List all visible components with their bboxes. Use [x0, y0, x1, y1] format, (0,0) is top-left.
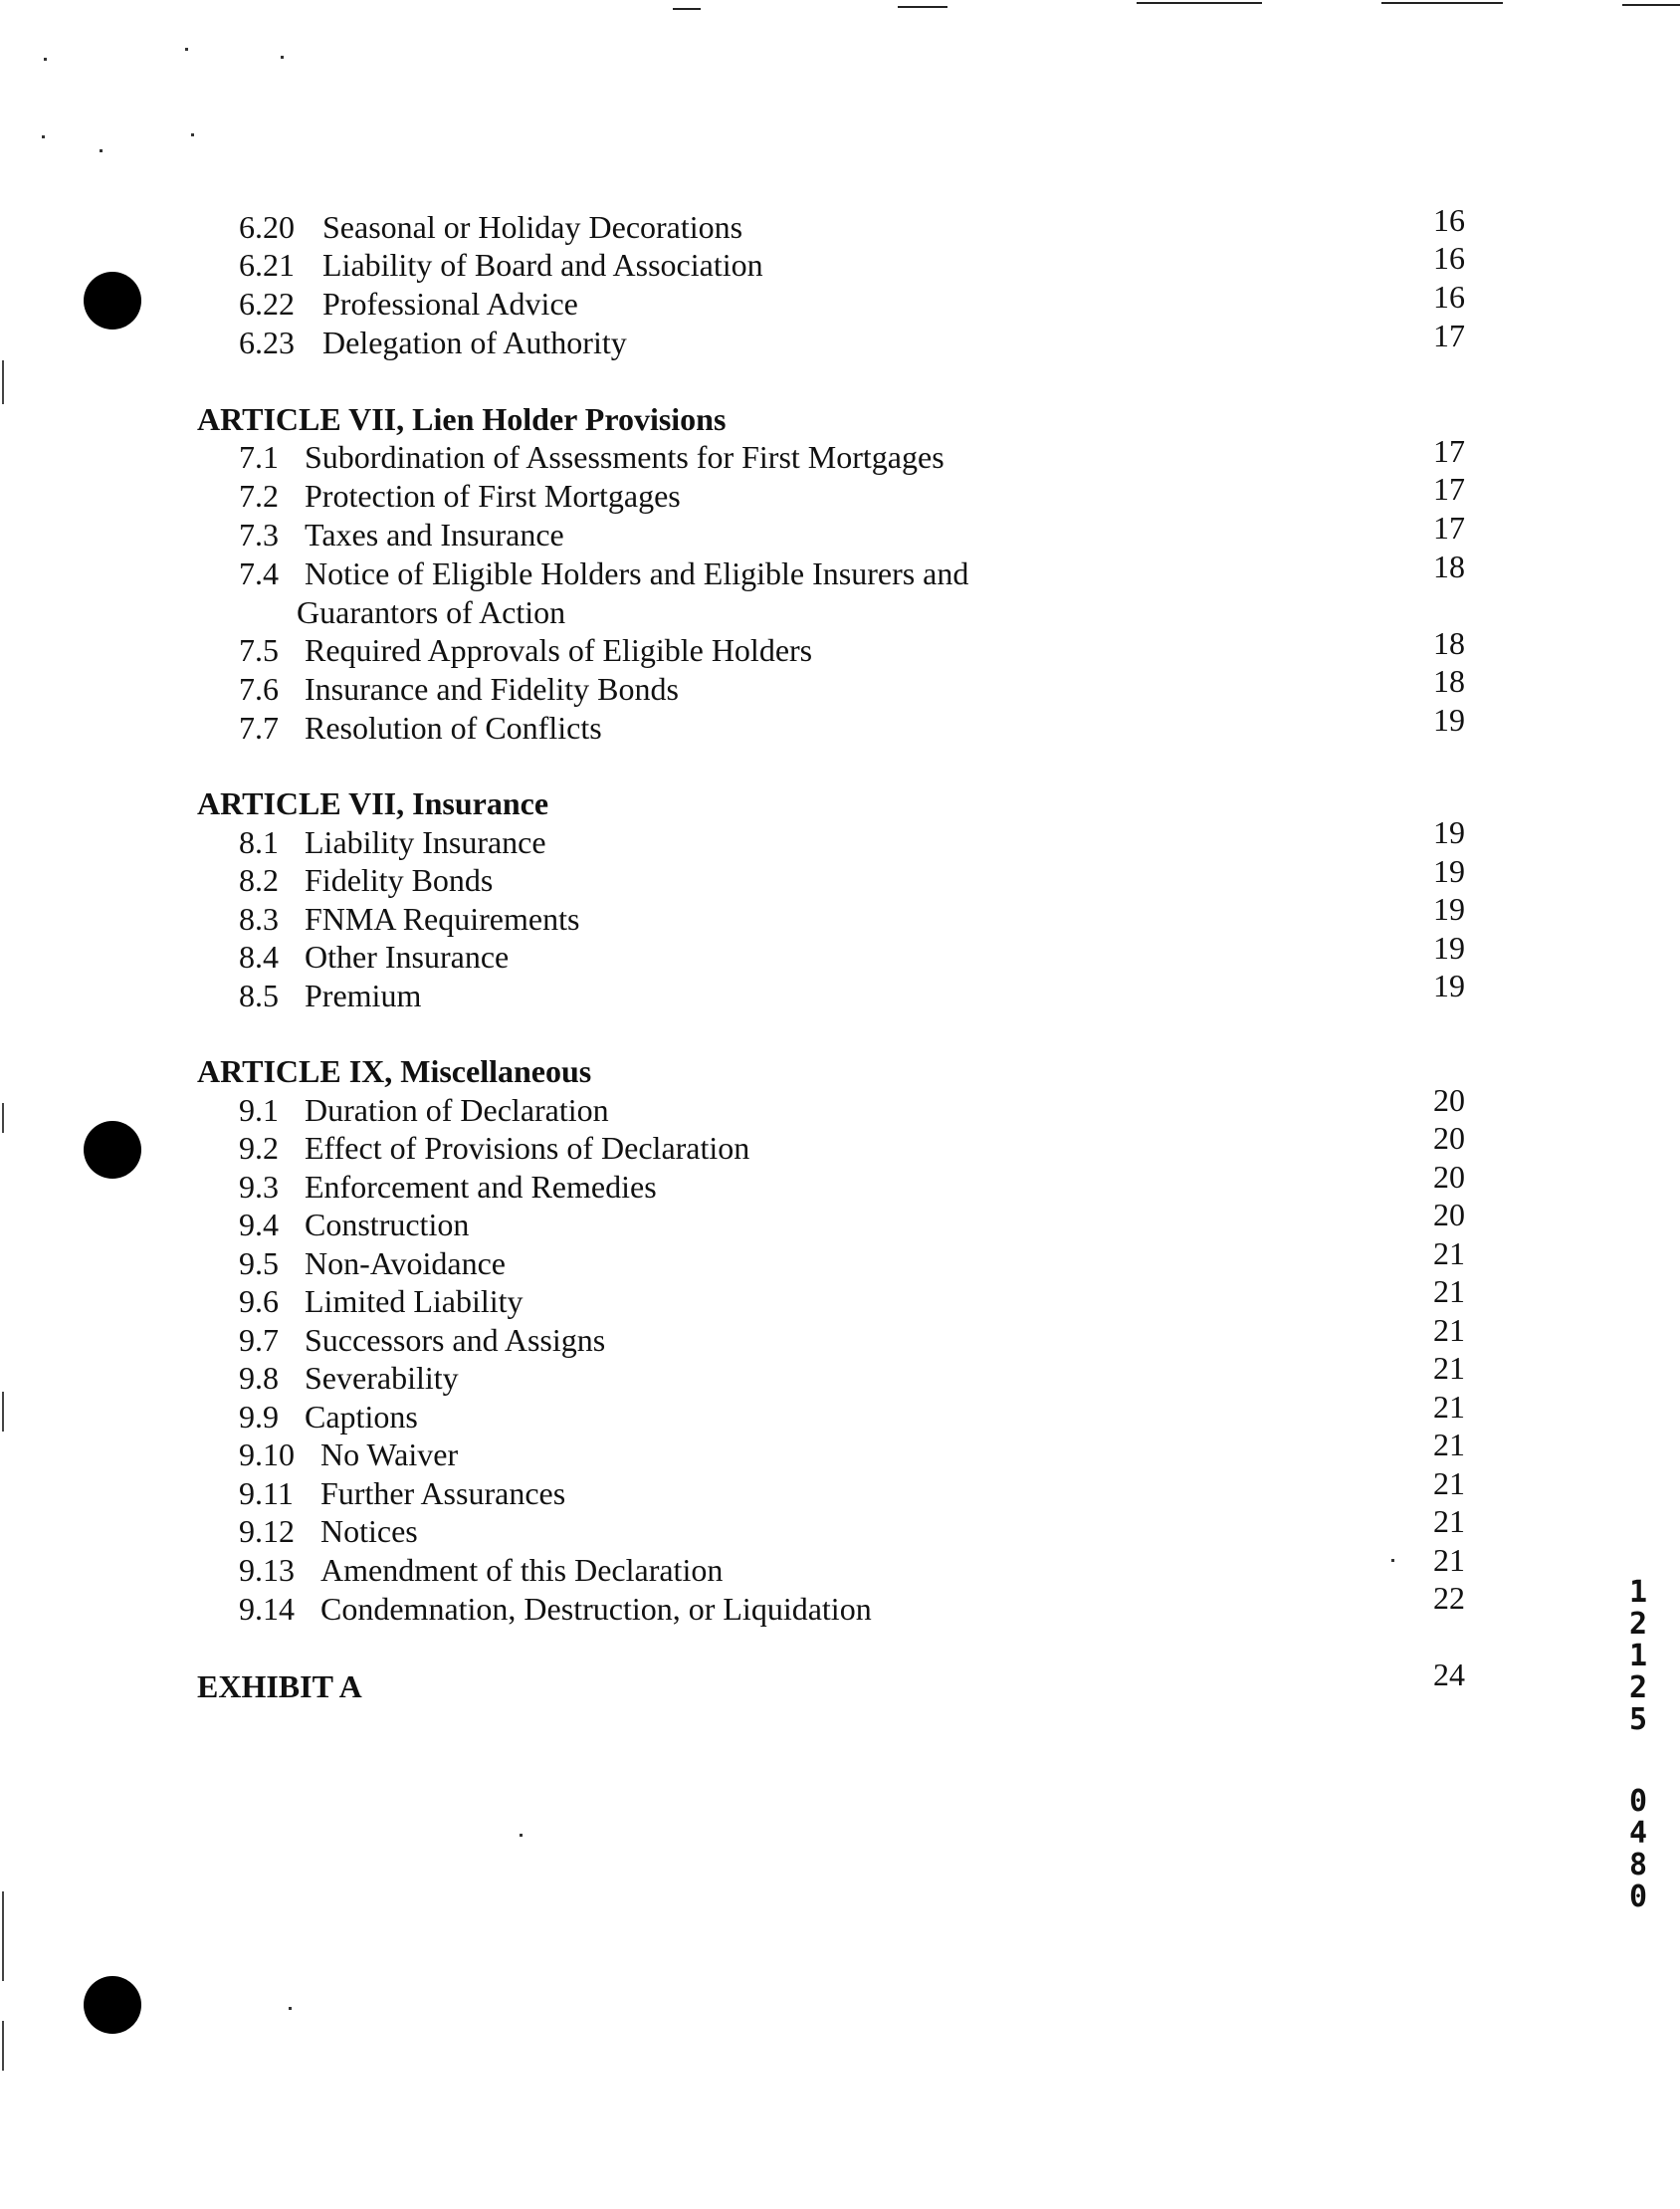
toc-entry-title: Guarantors of Action [297, 594, 566, 630]
toc-entry-number: 7.7 [239, 710, 279, 746]
toc-entry-number: 9.6 [239, 1283, 279, 1319]
toc-page-number: 21 [1433, 1312, 1465, 1348]
toc-entry [239, 208, 742, 246]
toc-entry-title: Notice of Eligible Holders and Eligible Insurers and [305, 555, 969, 591]
toc-entry [239, 1282, 524, 1320]
toc-entry-title: Insurance and Fidelity Bonds [305, 671, 679, 707]
stamp-digit: 1 [1628, 1575, 1648, 1610]
toc-page-number: 18 [1433, 549, 1465, 584]
toc-entry-title: Construction [305, 1207, 470, 1242]
scan-artifact [1137, 2, 1262, 4]
toc-page-number: 20 [1433, 1159, 1465, 1195]
scan-artifact [673, 8, 701, 10]
toc-page-number: 19 [1433, 853, 1465, 889]
stamp-digit: 0 [1628, 1784, 1648, 1819]
toc-page-number: 22 [1433, 1580, 1465, 1616]
toc-page-number: 16 [1433, 240, 1465, 276]
scan-artifact [1622, 4, 1680, 6]
toc-entry [239, 438, 945, 476]
toc-entry-number: 6.22 [239, 286, 295, 322]
toc-page-number: 21 [1433, 1273, 1465, 1309]
toc-entry-title: Liability of Board and Association [322, 247, 763, 283]
toc-page-number: 19 [1433, 891, 1465, 927]
toc-entry [239, 1398, 418, 1436]
toc-entry-number: 6.23 [239, 325, 295, 360]
scan-artifact [1381, 2, 1503, 4]
toc-entry [239, 900, 579, 938]
toc-entry-number: 9.9 [239, 1399, 279, 1435]
scan-speck [44, 58, 47, 61]
toc-page-number: 21 [1433, 1235, 1465, 1271]
toc-page-number: 17 [1433, 433, 1465, 469]
toc-entry-number: 8.3 [239, 901, 279, 937]
toc-entry [239, 709, 602, 747]
stamp-digit: 2 [1628, 1607, 1648, 1642]
toc-entry-number: 9.3 [239, 1169, 279, 1205]
toc-entry [239, 938, 509, 976]
toc-page-number: 16 [1433, 202, 1465, 238]
toc-entry [239, 324, 627, 361]
toc-page-number: 21 [1433, 1503, 1465, 1539]
toc-entry [239, 631, 812, 669]
toc-entry [239, 1244, 506, 1282]
toc-entry-title: Other Insurance [305, 939, 510, 975]
toc-entry [239, 477, 681, 515]
toc-entry-title: Effect of Provisions of Declaration [305, 1130, 750, 1166]
scan-speck [191, 133, 194, 136]
stamp-digit: 8 [1628, 1848, 1648, 1882]
toc-page-number: 19 [1433, 968, 1465, 1003]
scan-speck [289, 2007, 292, 2010]
toc-entry-title: Professional Advice [322, 286, 578, 322]
toc-page-number: 17 [1433, 510, 1465, 546]
toc-entry-number: 7.4 [239, 555, 279, 591]
toc-page-number: 19 [1433, 702, 1465, 738]
toc-entry-title: Successors and Assigns [305, 1322, 606, 1358]
scan-speck [281, 56, 284, 59]
toc-page-number: 21 [1433, 1542, 1465, 1578]
scan-edge-mark [2, 1103, 4, 1133]
toc-entry [239, 1129, 749, 1167]
toc-entry-title: Captions [305, 1399, 418, 1435]
toc-entry [239, 823, 546, 861]
toc-entry-number: 6.21 [239, 247, 295, 283]
toc-entry [239, 1206, 469, 1243]
stamp-digit: 1 [1628, 1639, 1648, 1673]
toc-entry-title: Delegation of Authority [322, 325, 627, 360]
toc-entry-number: 7.5 [239, 632, 279, 668]
toc-entry [239, 1590, 872, 1628]
toc-entry [239, 1168, 657, 1206]
toc-entry [239, 670, 679, 708]
toc-entry-number: 8.5 [239, 978, 279, 1013]
toc-entry-title: Seasonal or Holiday Decorations [322, 209, 743, 245]
toc-entry [239, 246, 763, 284]
toc-entry-number: 9.5 [239, 1245, 279, 1281]
toc-entry-title: Limited Liability [305, 1283, 524, 1319]
toc-entry-title: Non-Avoidance [305, 1245, 506, 1281]
toc-page-number: 18 [1433, 663, 1465, 699]
toc-entry-title: No Waiver [320, 1436, 459, 1472]
toc-entry-number: 8.1 [239, 824, 279, 860]
toc-page-number: 20 [1433, 1120, 1465, 1156]
toc-page-number: 20 [1433, 1197, 1465, 1232]
toc-entry [239, 1474, 565, 1512]
toc-entry-number: 9.4 [239, 1207, 279, 1242]
article-heading: ARTICLE VII, Lien Holder Provisions [197, 401, 727, 437]
toc-entry-title: Further Assurances [320, 1475, 566, 1511]
toc-page-number: 19 [1433, 814, 1465, 850]
exhibit-heading: EXHIBIT A [197, 1668, 362, 1704]
toc-entry-number: 9.14 [239, 1591, 295, 1627]
toc-page-number: 21 [1433, 1389, 1465, 1425]
toc-entry-number: 9.7 [239, 1322, 279, 1358]
article-heading: ARTICLE VII, Insurance [197, 785, 549, 821]
toc-entry-number: 9.8 [239, 1360, 279, 1396]
scan-edge-mark [2, 1891, 4, 1981]
stamp-digit: 4 [1628, 1816, 1648, 1851]
toc-entry-title: Duration of Declaration [305, 1092, 609, 1128]
toc-entry [239, 285, 578, 323]
toc-entry-title: Required Approvals of Eligible Holders [305, 632, 813, 668]
toc-entry-number: 6.20 [239, 209, 295, 245]
article-heading: ARTICLE IX, Miscellaneous [197, 1053, 592, 1089]
toc-entry [239, 1551, 723, 1589]
toc-page-number: 21 [1433, 1427, 1465, 1462]
toc-entry-continuation [297, 593, 565, 631]
stamp-digit: 5 [1628, 1702, 1648, 1737]
toc-entry [239, 554, 968, 592]
toc-page-number: 17 [1433, 471, 1465, 507]
toc-entry-number: 8.4 [239, 939, 279, 975]
toc-entry [239, 977, 421, 1014]
toc-entry-title: Liability Insurance [305, 824, 546, 860]
toc-entry [239, 1512, 418, 1550]
toc-entry-title: Resolution of Conflicts [305, 710, 602, 746]
toc-entry-number: 7.1 [239, 439, 279, 475]
binder-hole [84, 272, 141, 330]
toc-entry-title: Premium [305, 978, 422, 1013]
scan-artifact [898, 6, 947, 8]
scan-edge-mark [2, 360, 4, 404]
scan-edge-mark [2, 1392, 4, 1432]
toc-page-number: 19 [1433, 930, 1465, 966]
toc-entry-title: Enforcement and Remedies [305, 1169, 657, 1205]
binder-hole [84, 1976, 141, 2034]
toc-entry-number: 7.6 [239, 671, 279, 707]
toc-entry-title: Severability [305, 1360, 459, 1396]
toc-entry [239, 1436, 458, 1473]
toc-page-number: 20 [1433, 1082, 1465, 1118]
toc-entry-number: 9.1 [239, 1092, 279, 1128]
stamp-gap [1620, 1737, 1656, 1787]
toc-entry [239, 861, 493, 899]
recording-stamp [1620, 1575, 1656, 1914]
toc-entry-title: Amendment of this Declaration [320, 1552, 724, 1588]
toc-entry-title: Subordination of Assessments for First Mortgages [305, 439, 945, 475]
stamp-digit: 2 [1628, 1670, 1648, 1705]
toc-page-number: 16 [1433, 279, 1465, 315]
toc-entry-title: Condemnation, Destruction, or Liquidation [320, 1591, 872, 1627]
toc-page-number: 24 [1433, 1657, 1465, 1692]
toc-entry-title: FNMA Requirements [305, 901, 580, 937]
scan-speck [100, 149, 103, 152]
toc-page-number: 21 [1433, 1465, 1465, 1501]
toc-entry-number: 9.11 [239, 1475, 294, 1511]
stamp-digit: 0 [1628, 1879, 1648, 1914]
scan-edge-mark [2, 2021, 4, 2071]
toc-entry [239, 1321, 605, 1359]
toc-entry-title: Protection of First Mortgages [305, 478, 681, 514]
toc-page-number: 17 [1433, 318, 1465, 353]
toc-entry-number: 7.2 [239, 478, 279, 514]
toc-entry-number: 9.13 [239, 1552, 295, 1588]
toc-entry-number: 9.10 [239, 1436, 295, 1472]
toc-entry-number: 9.12 [239, 1513, 295, 1549]
binder-hole [84, 1121, 141, 1179]
toc-entry-number: 8.2 [239, 862, 279, 898]
scan-speck [1391, 1559, 1394, 1562]
scan-speck [42, 135, 45, 138]
scan-speck [520, 1834, 523, 1837]
toc-entry [239, 516, 564, 553]
toc-entry-title: Taxes and Insurance [305, 517, 564, 552]
toc-entry [239, 1359, 459, 1397]
toc-entry-number: 7.3 [239, 517, 279, 552]
toc-entry-title: Fidelity Bonds [305, 862, 494, 898]
toc-entry-title: Notices [320, 1513, 418, 1549]
toc-page-number: 18 [1433, 625, 1465, 661]
toc-entry [239, 1091, 609, 1129]
toc-entry-number: 9.2 [239, 1130, 279, 1166]
toc-page-number: 21 [1433, 1350, 1465, 1386]
scan-speck [185, 48, 188, 51]
